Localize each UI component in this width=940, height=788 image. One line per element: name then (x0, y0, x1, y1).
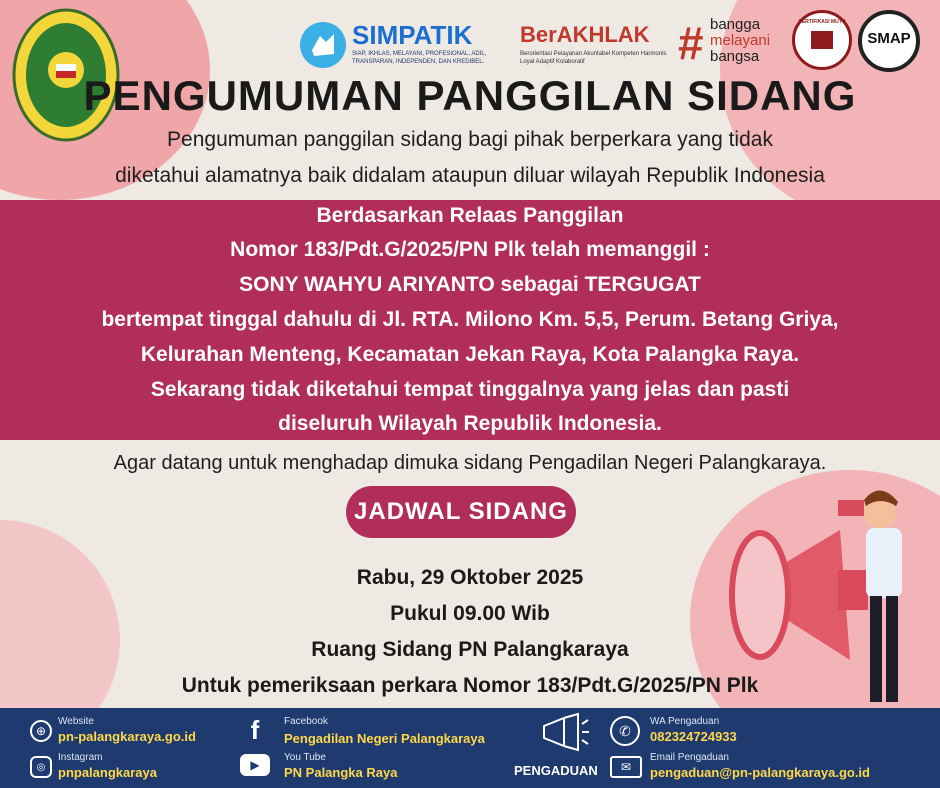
berakhlak-tagline: Berorientasi Pelayanan Akuntabel Kompeten Harmonis Loyal Adaptif Kolaboratif (520, 51, 667, 65)
instagram-icon: ◎ (30, 756, 52, 778)
attendance-notice: Agar datang untuk menghadap dimuka sidang Pengadilan Negeri Palangkaraya. (113, 452, 827, 474)
bangga-melayani-logo (678, 14, 788, 70)
megaphone-icon (540, 712, 590, 752)
globe-icon: ⊕ (30, 720, 52, 742)
pengaduan-label: PENGADUAN (514, 763, 598, 778)
band-line-2: Nomor 183/Pdt.G/2025/PN Plk telah memanggil : (230, 238, 710, 261)
smap-text: SMAP (867, 30, 911, 47)
email-link[interactable]: pengaduan@pn-palangkaraya.go.id (650, 765, 870, 780)
simpatik-tagline: SIAP, IKHLAS, MELAYANI, PROFESIONAL, ADIL, TRANSPARAN, INDEPENDEN, DAN KREDIBEL. (352, 51, 487, 65)
youtube-label: You Tube (284, 752, 326, 763)
smap-badge (858, 10, 920, 72)
jadwal-sidang-badge: JADWAL SIDANG (346, 486, 576, 538)
wa-label: WA Pengaduan (650, 716, 720, 727)
simpatik-name: SIMPATIK (352, 20, 473, 50)
schedule-room: Ruang Sidang PN Palangkaraya (311, 638, 629, 661)
bangga-line1: bangga (710, 16, 761, 33)
instagram-label: Instagram (58, 752, 103, 763)
youtube-icon: ▶ (240, 754, 270, 776)
intro-line-2: diketahui alamatnya baik didalam ataupun diluar wilayah Republik Indonesia (115, 164, 825, 187)
berakhlak-name: BerAKHLAK (520, 22, 650, 47)
band-line-5: Kelurahan Menteng, Kecamatan Jekan Raya, Kota Palangka Raya. (140, 343, 800, 366)
facebook-icon: f (250, 714, 260, 745)
website-link[interactable]: pn-palangkaraya.go.id (58, 729, 196, 744)
band-line-1: Berdasarkan Relaas Panggilan (316, 204, 624, 227)
band-line-6: Sekarang tidak diketahui tempat tinggalnya yang jelas dan pasti (150, 378, 790, 401)
certification-badge (792, 10, 852, 70)
whatsapp-icon: ✆ (610, 716, 640, 746)
band-line-4: bertempat tinggal dahulu di Jl. RTA. Milono Km. 5,5, Perum. Betang Griya, (101, 308, 839, 331)
band-line-3: SONY WAHYU ARIYANTO sebagai TERGUGAT (239, 273, 701, 296)
schedule-date: Rabu, 29 Oktober 2025 (356, 566, 584, 589)
facebook-label: Facebook (284, 716, 328, 727)
bangga-line2: melayani (710, 32, 771, 49)
berakhlak-logo (520, 22, 676, 68)
wa-number[interactable]: 082324724933 (650, 729, 737, 744)
email-icon: ✉ (610, 756, 642, 778)
megaphone-illustration (720, 470, 930, 710)
page-title: PENGUMUMAN PANGGILAN SIDANG (83, 72, 857, 119)
facebook-link[interactable]: Pengadilan Negeri Palangkaraya (284, 731, 485, 746)
band-line-7: diseluruh Wilayah Republik Indonesia. (278, 412, 662, 435)
email-label: Email Pengaduan (650, 752, 729, 763)
intro-line-1: Pengumuman panggilan sidang bagi pihak berperkara yang tidak (167, 128, 773, 151)
court-building-icon (811, 31, 833, 49)
bangga-hash: # (678, 17, 704, 69)
schedule-case-number: Untuk pemeriksaan perkara Nomor 183/Pdt.G/2025/PN Plk (181, 674, 759, 697)
simpatik-logo (298, 20, 508, 70)
schedule-time: Pukul 09.00 Wib (390, 602, 550, 625)
bangga-line3: bangsa (710, 48, 760, 65)
certification-text: SERTIFIKASI MUTU (798, 19, 846, 25)
youtube-link[interactable]: PN Palangka Raya (284, 765, 398, 780)
instagram-link[interactable]: pnpalangkaraya (58, 765, 157, 780)
website-label: Website (58, 716, 94, 727)
